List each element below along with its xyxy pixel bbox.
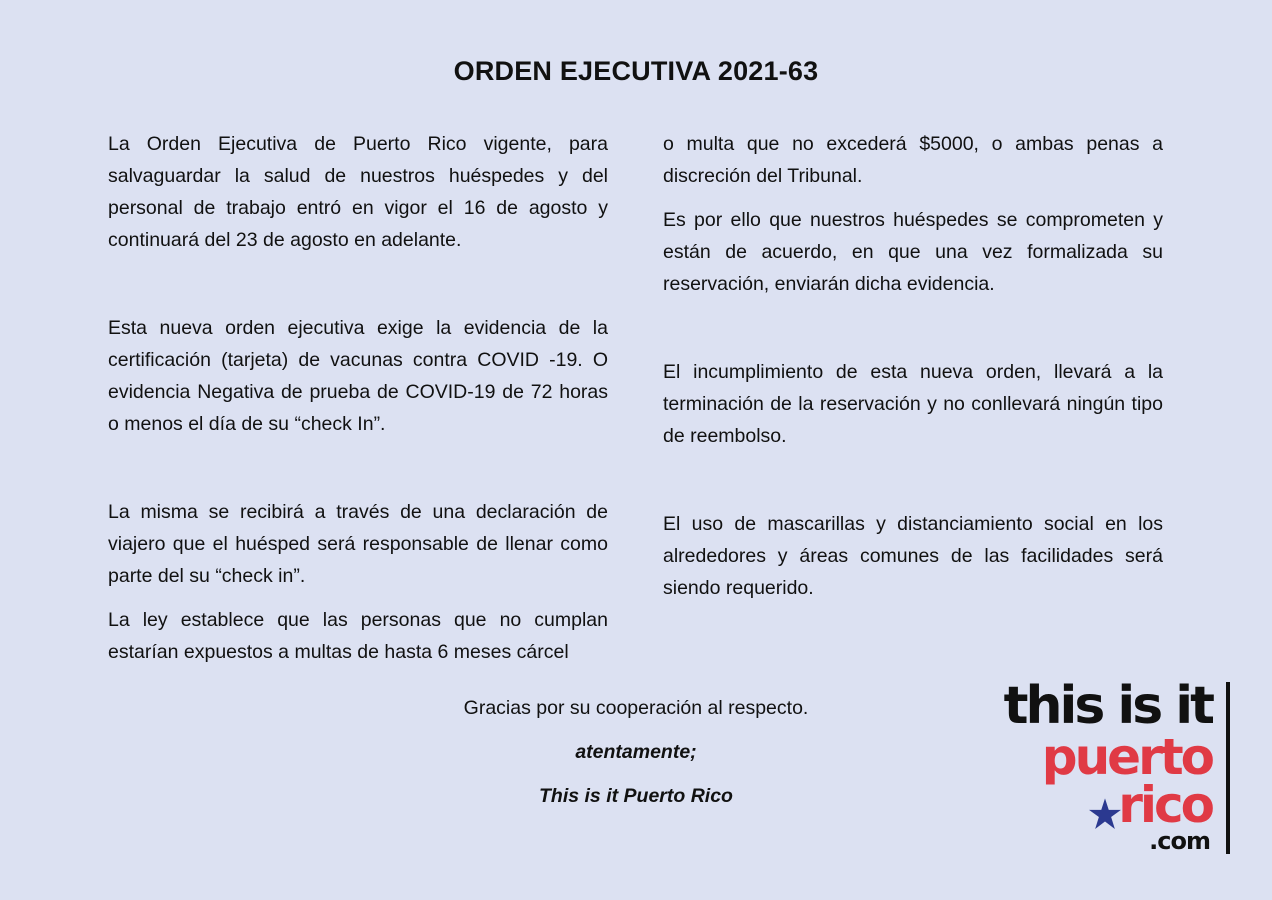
paragraph-spacer bbox=[108, 592, 608, 604]
paragraph-law-penalties: La ley establece que las personas que no cumplan estarían expuestos a multas de hasta 6 meses cárcel bbox=[108, 609, 608, 663]
logo-line-dotcom: .com bbox=[1149, 827, 1210, 855]
closing-regards: atentamente; bbox=[575, 741, 697, 763]
star-icon bbox=[1088, 797, 1122, 831]
logo-line-rico: rico bbox=[1118, 776, 1212, 834]
brand-logo bbox=[1003, 676, 1230, 860]
logo-line-this-is-it: this is it bbox=[1003, 676, 1212, 736]
paragraph-traveler-declaration: La misma se recibirá a través de una declaración de viajero que el huésped será responsable de llenar como parte del su “check in”. bbox=[108, 501, 608, 587]
paragraph-fine-continuation: o multa que no excederá $5000, o ambas penas a discreción del Tribunal. bbox=[663, 133, 1163, 187]
paragraph-masks: El uso de mascarillas y distanciamiento social en los alrededores y áreas comunes de las facilidades será siendo requerido. bbox=[663, 513, 1163, 599]
closing-thanks: Gracias por su cooperación al respecto. bbox=[463, 697, 809, 719]
paragraph-spacer bbox=[663, 452, 1163, 508]
paragraph-vaccine-evidence: Esta nueva orden ejecutiva exige la evidencia de la certificación (tarjeta) de vacunas contra COVID -19. O evidencia Negativa de prueba de COVID-19 de 72 horas o menos el día de su “check In”. bbox=[108, 317, 608, 435]
logo-line-puerto: puerto bbox=[1041, 728, 1212, 786]
logo-divider-bar bbox=[1226, 682, 1230, 854]
paragraph-noncompliance: El incumplimiento de esta nueva orden, llevará a la terminación de la reservación y no conllevará ningún tipo de reembolso. bbox=[663, 361, 1163, 447]
right-column bbox=[663, 128, 1163, 604]
paragraph-order-in-force: La Orden Ejecutiva de Puerto Rico vigente, para salvaguardar la salud de nuestros huéspedes y del personal de trabajo entró en vigor el 16 de agosto y continuará del 23 de agosto en adelante. bbox=[108, 133, 608, 251]
paragraph-spacer bbox=[663, 192, 1163, 204]
paragraph-spacer bbox=[108, 440, 608, 496]
paragraph-spacer bbox=[108, 256, 608, 312]
document-title: ORDEN EJECUTIVA 2021-63 bbox=[453, 56, 819, 86]
closing-signature: This is it Puerto Rico bbox=[539, 785, 733, 807]
paragraph-guest-agreement: Es por ello que nuestros huéspedes se comprometen y están de acuerdo, en que una vez formalizada su reservación, enviarán dicha evidencia. bbox=[663, 209, 1163, 295]
paragraph-spacer bbox=[663, 300, 1163, 356]
left-column bbox=[108, 128, 608, 668]
